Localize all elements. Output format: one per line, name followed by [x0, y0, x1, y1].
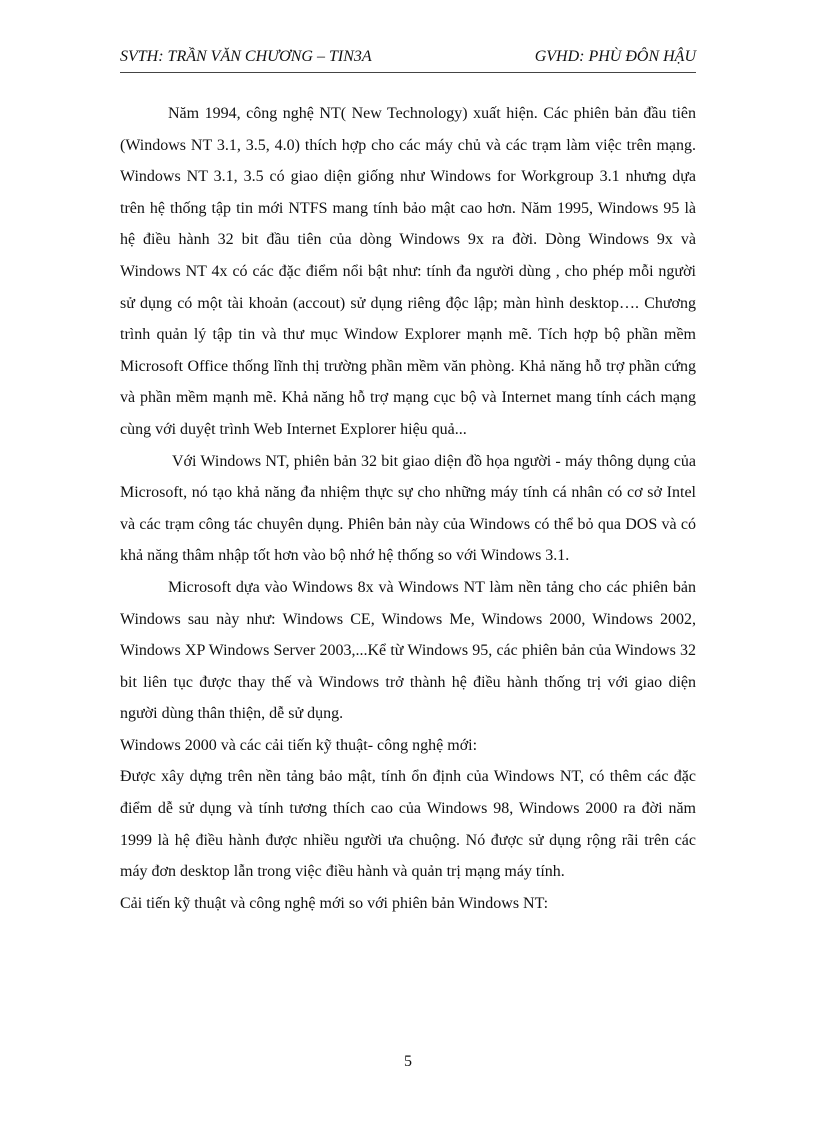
document-body — [120, 98, 696, 919]
paragraph-nt-history: Năm 1994, công nghệ NT( New Technology) xuất hiện. Các phiên bản đầu tiên (Windows NT 3.1, 3.5, 4.0) thích hợp cho các máy chủ và các trạm làm việc trên mạng. Windows NT 3.1, 3.5 có giao diện giống như Windows for Workgroup 3.1 nhưng dựa trên hệ thống tập tin mới NTFS mang tính bảo mật cao hơn. Năm 1995, Windows 95 là hệ điều hành 32 bit đầu tiên của dòng Windows 9x ra đời. Dòng Windows 9x và Windows NT 4x có các đặc điểm nổi bật như: tính đa người dùng , cho phép mỗi người sử dụng có một tài khoản (accout) sử dụng riêng độc lập; màn hình desktop…. Chương trình quản lý tập tin và thư mục Window Explorer mạnh mẽ. Tích hợp bộ phần mềm Microsoft Office thống lĩnh thị trường phần mềm văn phòng. Khả năng hỗ trợ phần cứng và phần mềm mạnh mẽ. Khả năng hỗ trợ mạng cục bộ và Internet mang tính cách mạng cùng với duyệt trình Web Internet Explorer hiệu quả... — [120, 105, 696, 438]
page-header — [120, 48, 696, 73]
section-heading-windows-2000: Windows 2000 và các cải tiến kỹ thuật- công nghệ mới: — [120, 736, 478, 754]
page-number: 5 — [404, 1053, 412, 1070]
header-student: SVTH: TRẦN VĂN CHƯƠNG – TIN3A — [120, 48, 372, 65]
paragraph-windows-versions: Microsoft dựa vào Windows 8x và Windows NT làm nền tảng cho các phiên bản Windows sau này như: Windows CE, Windows Me, Windows 2000, Windows 2002, Windows XP Windows Server 2003,...Kể từ Windows 95, các phiên bản của Windows 32 bit liên tục được thay thế và Windows trở thành hệ điều hành thống trị với giao diện người dùng thân thiện, dễ sử dụng. — [120, 578, 696, 723]
section-heading-improvements: Cải tiến kỹ thuật và công nghệ mới so với phiên bản Windows NT: — [120, 894, 549, 912]
paragraph-windows-nt: Với Windows NT, phiên bản 32 bit giao diện đồ họa người - máy thông dụng của Microsoft, nó tạo khả năng đa nhiệm thực sự cho những máy tính cá nhân có cơ sở Intel và các trạm công tác chuyên dụng. Phiên bản này của Windows có thể bỏ qua DOS và có khả năng thâm nhập tốt hơn vào bộ nhớ hệ thống so với Windows 3.1. — [120, 452, 696, 565]
paragraph-windows-2000: Được xây dựng trên nền tảng bảo mật, tính ổn định của Windows NT, có thêm các đặc điểm dễ sử dụng và tính tương thích cao của Windows 98, Windows 2000 ra đời năm 1999 là hệ điều hành được nhiều người ưa chuộng. Nó được sử dụng rộng rãi trên các máy đơn desktop lẫn trong việc điều hành và quản trị mạng máy tính. — [120, 768, 696, 881]
header-instructor: GVHD: PHÙ ĐÔN HẬU — [534, 48, 696, 65]
